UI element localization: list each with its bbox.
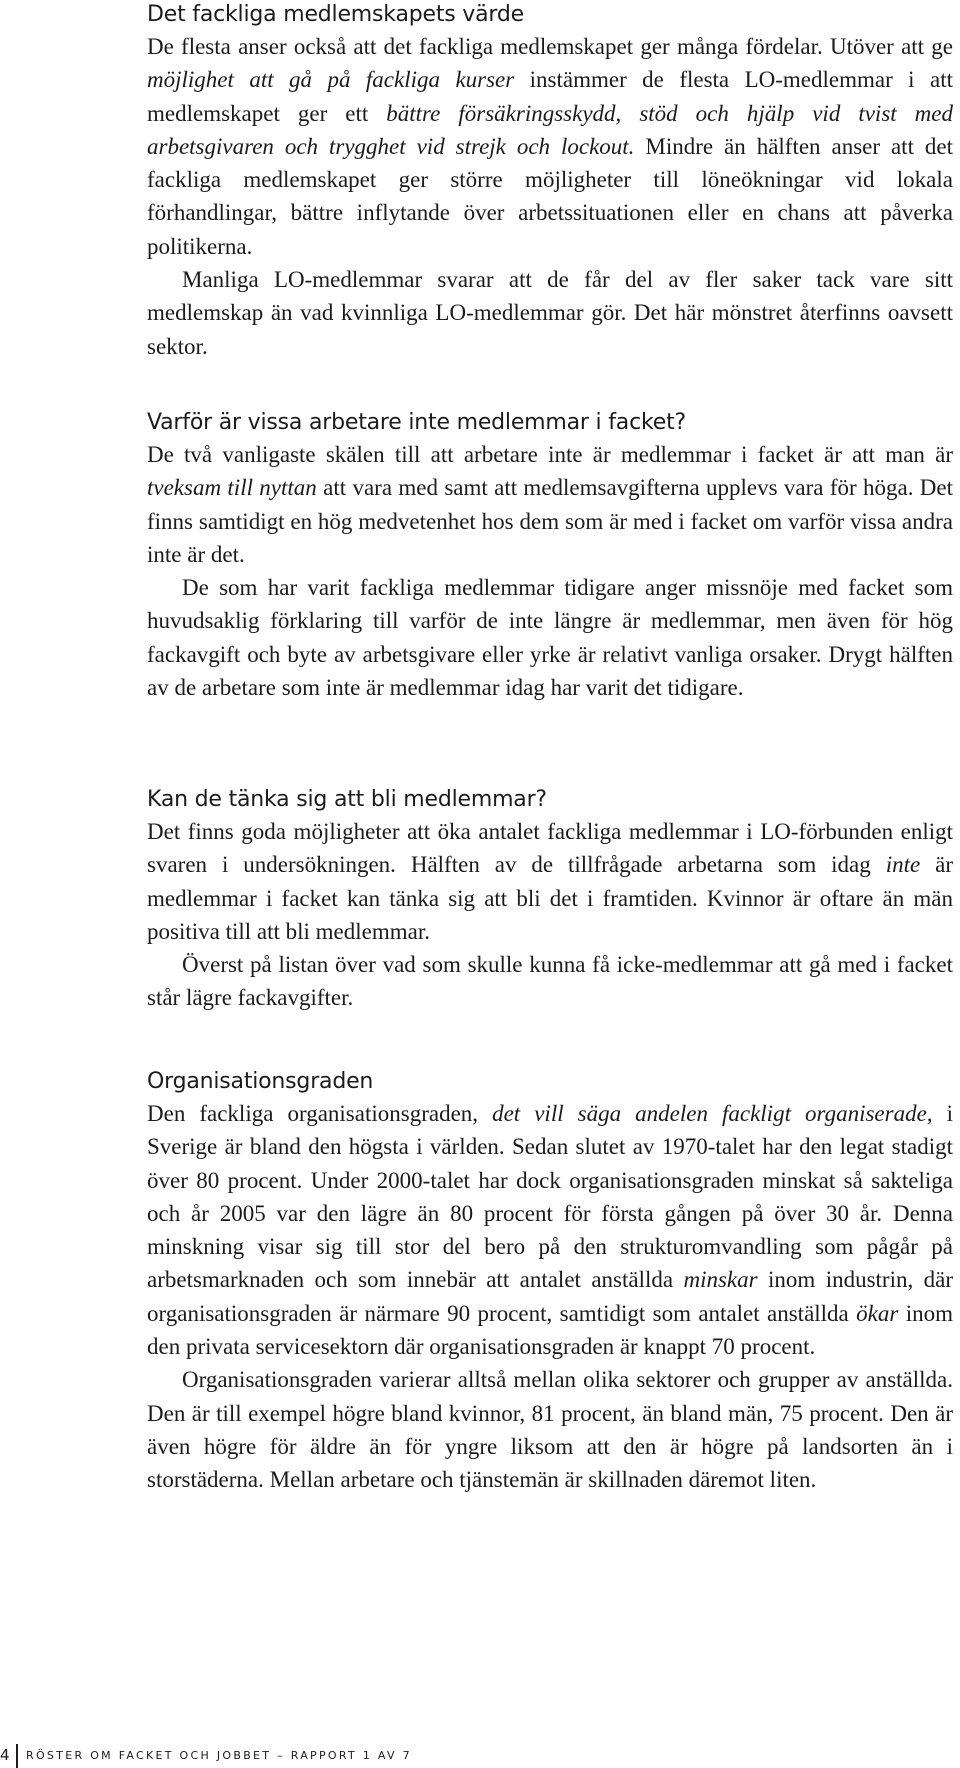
paragraph [147,1097,953,1363]
paragraph [147,438,953,571]
emphasis-run: ökar [856,1300,899,1326]
text-run: De flesta anser också att det fackliga medlemskapet ger många fördelar. Utöver att ge [147,34,953,59]
emphasis-run: bättre försäkringsskydd, stöd och hjälp vid tvist med arbetsgivaren och trygghet vid strejk och lockout. [147,100,954,159]
section-organisationsgraden [147,1067,953,1497]
text-run: är medlemmar i facket kan tänka sig att bli det i framtiden. Kvinnor är oftare än män positiva till att bli medlemmar. [147,852,953,944]
paragraph: De som har varit fackliga medlemmar tidigare anger missnöje med facket som huvudsaklig förklaring till varför de inte längre är medlemmar, men även för hög fackavgift och byte av arbetsgivare eller yrke är relativt vanliga orsaker. Drygt hälften av de arbetare som inte är medlemmar idag har varit det tidigare. [147,575,953,701]
emphasis-run: tveksam till nyttan [147,475,317,501]
running-title: RÖSTER OM FACKET OCH JOBBET – RAPPORT 1 AV 7 [26,1749,412,1762]
text-run: De två vanligaste skälen till att arbetare inte är medlemmar i facket är att man är [147,442,953,467]
emphasis-run: det vill säga andelen fackligt organiserade, [492,1101,933,1126]
paragraph: Organisationsgraden varierar alltså mellan olika sektorer och grupper av anställda. Den är till exempel högre bland kvinnor, 81 procent, än bland män, 75 procent. Den är även högre för äldre än för yngre liksom att den är högre på landsorten än i storstäderna. Mellan arbetare och tjänstemän är skillnaden däremot liten. [147,1367,953,1493]
text-run: inom den privata servicesektorn där organisationsgraden är knappt 70 procent. [147,1300,953,1360]
paragraph: Överst på listan över vad som skulle kunna få icke-medlemmar att gå med i facket står lägre fackavgifter. [147,952,953,1011]
section-heading: Organisationsgraden [147,1069,374,1094]
emphasis-run: minskar [683,1267,758,1293]
section-varfor-inte-medlemmar [147,408,953,704]
emphasis-run: möjlighet att gå på fackliga kurser [147,67,515,93]
text-run: Det finns goda möjligheter att öka antalet fackliga medlemmar i LO-förbunden enligt svaren i undersökningen. Hälften av de tillfrågade arbetarna som idag [147,819,953,878]
paragraph [147,30,953,263]
section-medlemskapets-varde [147,0,953,363]
text-run: instämmer de flesta LO-medlemmar i att medlemskapet ger ett [147,67,953,126]
text-run: i Sverige är bland den högsta i världen. Sedan slutet av 1970-talet har den legat stadigt över 80 procent. Under 2000-talet har dock organisationsgraden minskat så sakteliga och år 2005 var den lägre än 80 procent för första gången på över 30 år. Denna minskning visar sig till stor del bero på den strukturomvandling som pågår på arbetsmarknaden och som innebär att antalet anställda [147,1101,953,1293]
page-footer [0,1744,500,1768]
text-run: att vara med samt att medlemsavgifterna upplevs vara för höga. Det finns samtidigt en hög medvetenhet hos dem som är med i facket om varför vissa andra inte är det. [147,475,953,567]
section-heading: Varför är vissa arbetare inte medlemmar i facket? [147,410,686,435]
page-number: 4 [0,1746,10,1764]
paragraph: Manliga LO-medlemmar svarar att de får del av fler saker tack vare sitt medlemskap än vad kvinnliga LO-medlemmar gör. Det här mönstret återfinns oavsett sektor. [147,267,953,359]
section-heading: Kan de tänka sig att bli medlemmar? [147,787,547,812]
emphasis-run: inte [885,852,921,878]
paragraph [147,815,953,948]
section-heading: Det fackliga medlemskapets värde [147,2,524,27]
footer-divider [16,1744,18,1768]
text-run: inom industrin, där organisationsgraden är närmare 90 procent, samtidigt som antalet anställda [147,1267,954,1326]
section-kan-de-tanka-sig [147,785,953,1015]
text-run: Den fackliga organisationsgraden, [147,1101,493,1126]
text-run: Mindre än hälften anser att det fackliga medlemskapet ger större möjligheter till löneökningar vid lokala förhandlingar, bättre inflytande över arbetssituationen eller en chans att påverka politikerna. [147,133,953,259]
